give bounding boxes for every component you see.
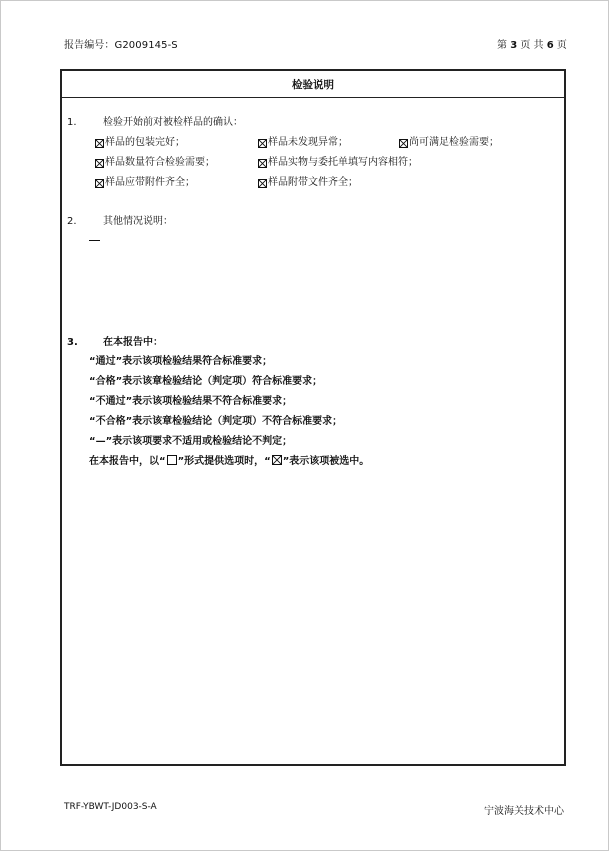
section3-number: 3. xyxy=(67,337,78,348)
section2-number: 2. xyxy=(67,216,77,227)
checked-box-icon xyxy=(95,179,104,188)
check-quantity-sufficient xyxy=(95,156,215,170)
legend-text-part1: 在本报告中，以“ xyxy=(89,456,166,467)
check-label: 样品附带文件齐全； xyxy=(268,177,358,188)
legend-line-checkbox xyxy=(89,455,369,469)
check-matches-commission xyxy=(258,156,418,170)
check-label: 样品的包装完好； xyxy=(105,137,185,148)
check-meets-inspection-needs xyxy=(399,136,499,150)
checked-box-icon xyxy=(258,179,267,188)
page-current: 3 xyxy=(510,40,518,51)
legend-line-fail: “不通过”表示该项检验结果不符合标准要求； xyxy=(89,396,293,407)
legend-text-part3: ”表示该项被选中。 xyxy=(282,456,370,467)
page-mid: 页 共 xyxy=(520,40,544,51)
page-prefix: 第 xyxy=(497,40,507,51)
check-label: 样品未发现异常； xyxy=(268,137,348,148)
section3-heading: 在本报告中： xyxy=(103,337,163,348)
check-packaging-intact xyxy=(95,136,185,150)
checked-box-icon xyxy=(399,139,408,148)
legend-line-not-applicable: “—”表示该项要求不适用或检验结论不判定； xyxy=(89,436,293,447)
form-code: TRF-YBWT-JD003-S-A xyxy=(64,802,157,812)
section-title: 检验说明 xyxy=(292,78,334,91)
dash-mark xyxy=(89,240,100,241)
empty-checkbox-icon xyxy=(167,455,177,465)
section1-number: 1. xyxy=(67,117,77,128)
legend-line-pass: “通过”表示该项检验结果符合标准要求； xyxy=(89,356,273,367)
legend-line-qualified: “合格”表示该章检验结论（判定项）符合标准要求； xyxy=(89,376,323,387)
check-documents-complete xyxy=(258,176,358,190)
legend-line-unqualified: “不合格”表示该章检验结论（判定项）不符合标准要求； xyxy=(89,416,343,427)
section1-heading: 检验开始前对被检样品的确认： xyxy=(103,117,243,128)
organization-name: 宁波海关技术中心 xyxy=(484,806,564,817)
report-number-label: 报告编号： xyxy=(64,40,115,51)
checked-box-icon xyxy=(95,159,104,168)
checked-box-icon xyxy=(272,455,282,465)
page-total: 6 xyxy=(546,40,554,51)
page-indicator xyxy=(497,36,567,51)
check-label: 尚可满足检验需要； xyxy=(409,137,499,148)
checked-box-icon xyxy=(95,139,104,148)
report-number xyxy=(64,36,178,51)
page-suffix: 页 xyxy=(556,40,567,51)
section2-heading: 其他情况说明： xyxy=(103,216,173,227)
checked-box-icon xyxy=(258,139,267,148)
check-accessories-complete xyxy=(95,176,195,190)
check-label: 样品数量符合检验需要； xyxy=(105,157,215,168)
checked-box-icon xyxy=(258,159,267,168)
check-label: 样品应带附件齐全； xyxy=(105,177,195,188)
frame-title-row xyxy=(62,71,564,98)
check-no-abnormality xyxy=(258,136,348,150)
check-label: 样品实物与委托单填写内容相符； xyxy=(268,157,418,168)
legend-text-part2: ”形式提供选项时，“ xyxy=(177,456,271,467)
report-number-value: G2009145-S xyxy=(114,40,178,51)
